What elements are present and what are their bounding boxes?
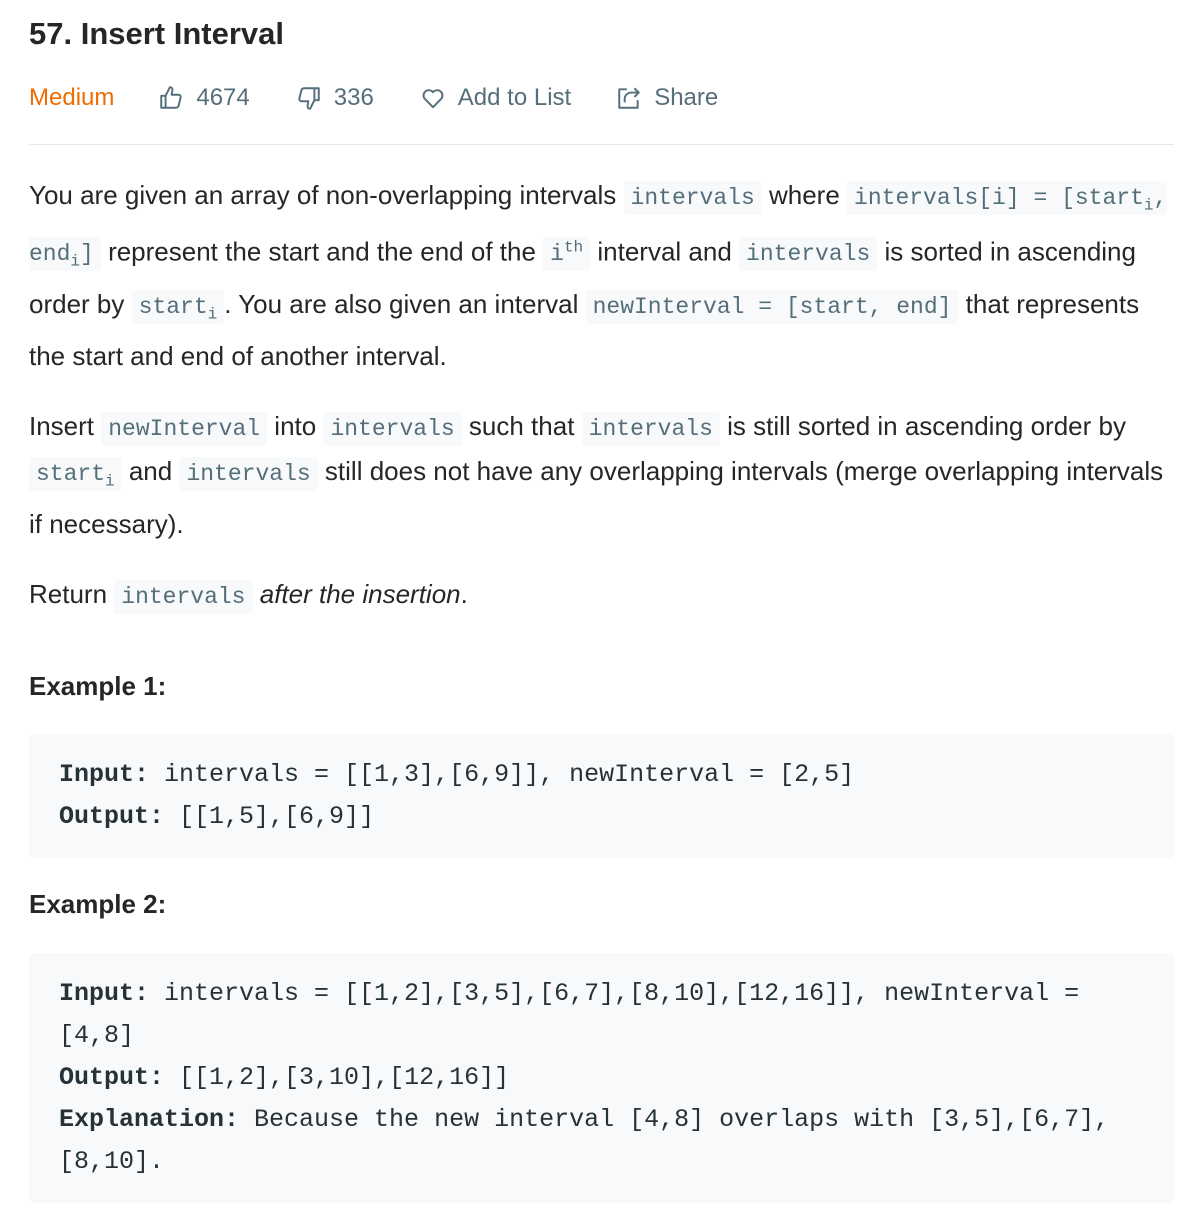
subscript: i (1143, 196, 1154, 215)
inline-code: intervals (179, 457, 317, 491)
code-text: start (138, 293, 208, 320)
problem-meta-bar (29, 78, 763, 118)
input-value: intervals = [[1,2],[3,5],[6,7],[8,10],[12,16]], newInterval = [4,8] (59, 979, 1095, 1050)
output-value: [[1,5],[6,9]] (164, 802, 375, 831)
description-text: where (761, 180, 848, 210)
output-label: Output: (59, 802, 165, 831)
example-2-code-block (29, 953, 1174, 1203)
description-paragraph-1 (29, 174, 1179, 377)
inline-code: intervals (624, 181, 762, 215)
thumbs-down-icon (296, 85, 322, 111)
inline-code: intervals (114, 580, 252, 614)
header-divider (29, 144, 1174, 145)
inline-code (132, 290, 225, 324)
add-to-list-button[interactable] (420, 84, 571, 112)
thumbs-up-icon (158, 85, 184, 111)
code-text: intervals[i] = [start (854, 185, 1144, 211)
code-text: ] (80, 241, 94, 268)
like-button[interactable] (158, 84, 249, 112)
problem-description (29, 174, 1179, 646)
description-text: represent the start and the end of the (100, 236, 544, 267)
description-text: still does not have any overlapping intervals (merge overlapping intervals if necessary). (29, 456, 1164, 540)
add-to-list-label: Add to List (457, 84, 572, 111)
explanation-label: Explanation: (59, 1105, 240, 1134)
inline-code: intervals (323, 412, 461, 446)
heart-icon (420, 85, 446, 111)
inline-code: newInterval = [start, end] (586, 290, 959, 324)
description-text: such that (461, 411, 582, 442)
subscript: i (207, 305, 218, 324)
description-text: interval and (590, 236, 740, 267)
explanation-value: Because the new interval [4,8] overlaps with [3,5],[6,7],[8,10]. (59, 1105, 1110, 1176)
code-text: start (36, 461, 106, 488)
inline-code: intervals (739, 237, 877, 271)
code-text: i (550, 241, 564, 268)
example-1-code-block (29, 734, 1174, 858)
description-text: . (460, 579, 468, 610)
description-text: Return (29, 579, 115, 610)
output-value: [[1,2],[3,10],[12,16]] (164, 1063, 510, 1092)
description-text: Insert (29, 411, 102, 442)
share-button[interactable] (616, 84, 718, 112)
description-paragraph-3 (29, 573, 1179, 618)
example-2-title: Example 2: (29, 889, 167, 919)
example-1-title: Example 1: (29, 671, 167, 701)
description-text: into (267, 411, 324, 442)
code-text: , end (29, 185, 1168, 268)
subscript: i (70, 252, 81, 271)
description-text: and (121, 456, 180, 487)
emphasis-text: after the insertion (259, 579, 461, 610)
inline-code: newInterval (101, 412, 267, 446)
input-label: Input: (59, 979, 150, 1008)
like-count: 4674 (196, 84, 250, 111)
share-label: Share (654, 84, 719, 111)
description-text: You are given an array of non-overlapping intervals (29, 180, 624, 210)
subscript: i (105, 473, 115, 492)
output-label: Output: (59, 1063, 165, 1092)
problem-title: 57. Insert Interval (29, 16, 285, 51)
input-label: Input: (59, 760, 150, 789)
superscript: th (563, 238, 584, 257)
inline-code (543, 237, 590, 271)
difficulty-badge: Medium (29, 84, 115, 111)
dislike-count: 336 (333, 84, 374, 111)
dislike-button[interactable] (296, 84, 374, 112)
description-text: is sorted in ascending order by (29, 236, 1136, 319)
description-paragraph-2 (29, 405, 1179, 545)
input-value: intervals = [[1,3],[6,9]], newInterval = [2,5] (149, 760, 855, 789)
description-text: that represents the start and end of another interval. (29, 288, 1140, 372)
description-text: is still sorted in ascending order by (719, 411, 1126, 442)
inline-code: intervals (582, 412, 720, 446)
share-icon (616, 85, 642, 111)
description-text: . You are also given an interval (224, 288, 586, 319)
inline-code (29, 457, 122, 491)
